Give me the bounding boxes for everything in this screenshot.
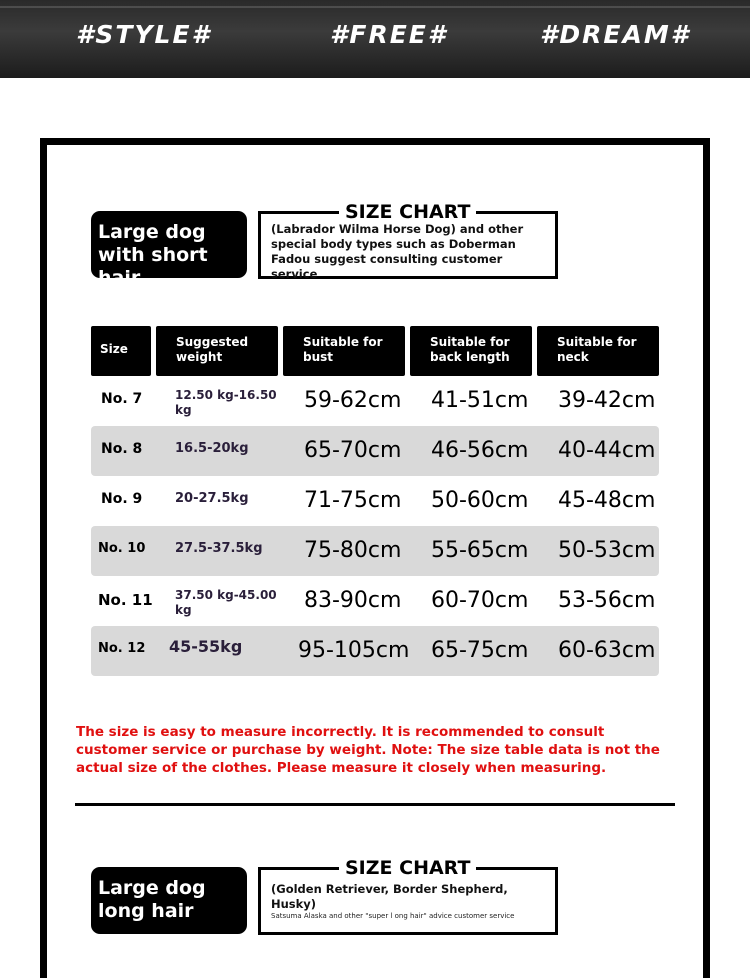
cell-bust: 59-62cm: [304, 388, 402, 413]
cell-weight: 12.50 kg-16.50 kg: [175, 388, 277, 417]
cell-neck: 60-63cm: [558, 638, 656, 663]
cell-weight: 27.5-37.5kg: [175, 541, 263, 556]
size-chart-note-box-2: [258, 857, 558, 935]
table-row: [91, 576, 659, 626]
size-chart-note-box: [258, 201, 558, 281]
cell-size: No. 8: [101, 441, 143, 457]
table-row: [91, 376, 659, 426]
cell-size: No. 12: [98, 641, 146, 656]
hero-banner: [0, 0, 750, 78]
cell-bust: 71-75cm: [304, 488, 402, 513]
banner-tag-free: #FREE#: [330, 20, 448, 49]
category-pill-long-hair: Large dog long hair: [91, 867, 247, 934]
cell-size: No. 11: [98, 591, 153, 609]
table-row: [91, 626, 659, 676]
cell-weight: 45-55kg: [169, 637, 243, 656]
table-row: [91, 476, 659, 526]
size-chart-small-note-2: Satsuma Alaska and other "super l ong hair" advice customer service: [271, 912, 515, 920]
section-divider: [75, 803, 675, 806]
banner-tag-style: #STYLE#: [76, 20, 211, 49]
sofa-fold: [0, 6, 750, 8]
cell-back: 65-75cm: [431, 638, 529, 663]
cell-neck: 39-42cm: [558, 388, 656, 413]
cell-weight: 16.5-20kg: [175, 441, 249, 456]
cell-size: No. 7: [101, 391, 143, 407]
size-chart-note: (Labrador Wilma Horse Dog) and other special body types such as Doberman Fadou suggest consulting customer service: [271, 222, 524, 281]
banner-tag-dream: #DREAM#: [540, 20, 691, 49]
header-size: Size: [91, 326, 151, 376]
cell-bust: 65-70cm: [304, 438, 402, 463]
cell-size: No. 10: [98, 541, 146, 556]
header-neck: Suitable for neck: [537, 326, 659, 376]
size-chart-title: SIZE CHART: [339, 200, 476, 224]
cell-back: 55-65cm: [431, 538, 529, 563]
cell-neck: 45-48cm: [558, 488, 656, 513]
cell-back: 46-56cm: [431, 438, 529, 463]
header-bust: Suitable for bust: [283, 326, 405, 376]
table-row: [91, 526, 659, 576]
cell-neck: 40-44cm: [558, 438, 656, 463]
cell-back: 60-70cm: [431, 588, 529, 613]
cell-neck: 53-56cm: [558, 588, 656, 613]
cell-neck: 50-53cm: [558, 538, 656, 563]
category-pill-short-hair: Large dog with short hair: [91, 211, 247, 278]
size-chart-note-2: (Golden Retriever, Border Shepherd, Husky): [271, 882, 508, 911]
cell-size: No. 9: [101, 491, 143, 507]
cell-bust: 75-80cm: [304, 538, 402, 563]
size-chart-title-2: SIZE CHART: [339, 856, 476, 880]
header-weight: Suggested weight: [156, 326, 278, 376]
cell-back: 50-60cm: [431, 488, 529, 513]
measurement-warning: The size is easy to measure incorrectly. It is recommended to consult customer service or purchase by weight. Note: The size table data is not the actual size of the clothes. Please measure it closely when measuring.: [76, 724, 660, 776]
table-row: [91, 426, 659, 476]
cell-weight: 20-27.5kg: [175, 491, 249, 506]
cell-back: 41-51cm: [431, 388, 529, 413]
header-back-length: Suitable for back length: [410, 326, 532, 376]
cell-weight: 37.50 kg-45.00 kg: [175, 588, 277, 617]
cell-bust: 95-105cm: [298, 638, 410, 663]
cell-bust: 83-90cm: [304, 588, 402, 613]
